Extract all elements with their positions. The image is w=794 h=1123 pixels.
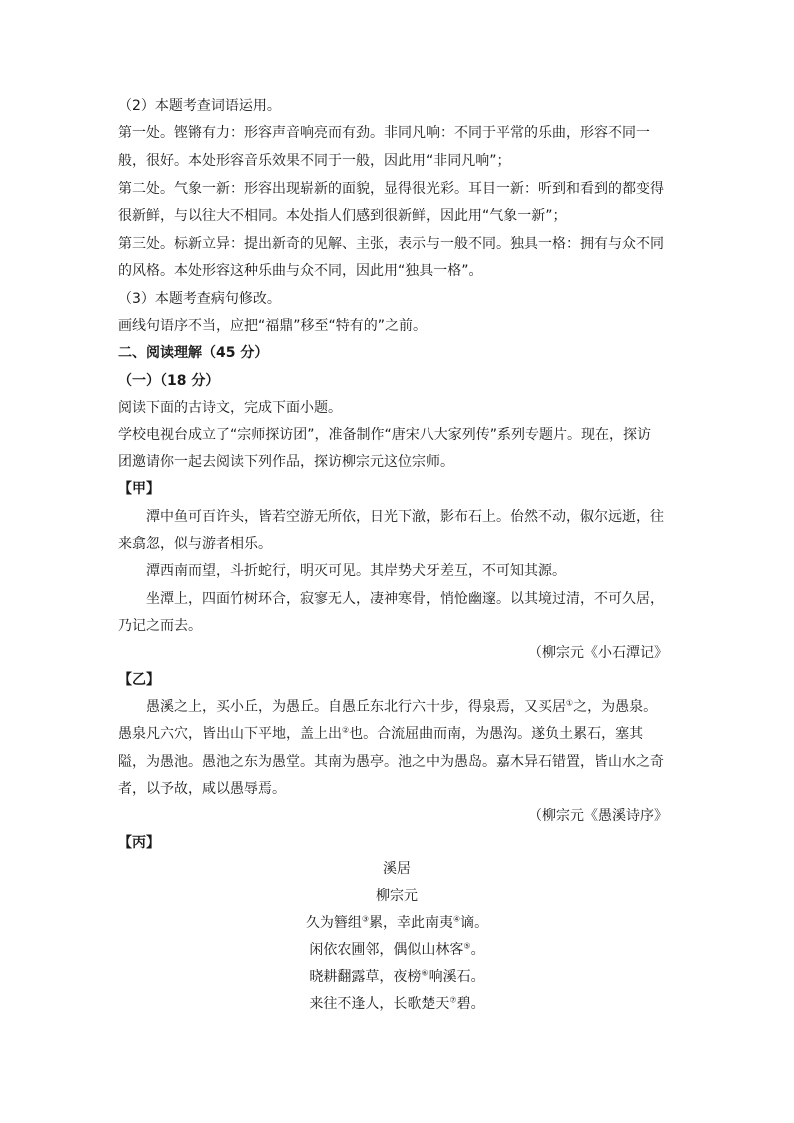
poem-verse4 (0, 994, 794, 1014)
verse3-text-b: 响溪石。 (428, 969, 485, 985)
yi-line1 (146, 697, 657, 717)
footnote-marker: ⑦ (449, 995, 457, 1005)
verse4-text-b: 碧。 (456, 996, 485, 1012)
verse4-text-a: 来往不逢人，长歌楚天 (309, 996, 450, 1012)
yi-line2-text-b: 也。合流屈曲而南，为愚沟。遂负土累石，塞其 (349, 726, 644, 742)
jia-line2: 来翕忽，似与游者相乐。 (118, 536, 272, 552)
verse1-text-b: 累，幸此南夷 (369, 915, 453, 931)
jia-line5: 乃记之而去。 (118, 618, 202, 634)
subsection-title: （一）（18 分） (118, 373, 220, 389)
jia-line3: 潭西南而望，斗折蛇行，明灭可见。其岸势犬牙差互，不可知其源。 (146, 563, 566, 579)
answer-p3-line2: 的风格。本处形容这种乐曲与众不同，因此用“独具一格”。 (118, 263, 483, 279)
yi-line1-text-a: 愚溪之上，买小丘，为愚丘。自愚丘东北行六十步，得泉焉，又买居 (146, 699, 566, 715)
answer-p1-line1: 第一处。铿锵有力：形容声音响亮而有劲。非同凡响：不同于平常的乐曲，形容不同一 (118, 125, 650, 141)
yi-label: 【乙】 (118, 672, 160, 688)
jia-line1: 潭中鱼可百许头，皆若空游无所依，日光下澈，影布石上。佁然不动，俶尔远逝，往 (146, 509, 664, 525)
poem-verse3 (0, 967, 794, 987)
yi-line1-text-b: 之，为愚泉。 (573, 699, 658, 715)
verse1-text-c: 谪。 (460, 915, 489, 931)
footnote-marker: ① (566, 698, 574, 708)
yi-line3: 隘，为愚池。愚池之东为愚堂。其南为愚亭。池之中为愚岛。嘉木异石错置，皆山水之奇 (118, 754, 664, 770)
verse1-text-a: 久为簪组 (305, 915, 362, 931)
poem-author: 柳宗元 (376, 888, 418, 904)
section-title: 二、阅读理解（45 分） (118, 345, 269, 361)
answer-q2-heading: （2）本题考查词语运用。 (118, 98, 281, 114)
verse3-text-a: 晓耕翻露草，夜榜 (309, 969, 422, 985)
instruction: 阅读下面的古诗文，完成下面小题。 (118, 400, 342, 416)
intro-line2: 团邀请你一起去阅读下列作品，探访柳宗元这位宗师。 (118, 454, 454, 470)
footnote-marker: ⑥ (421, 968, 429, 978)
footnote-marker: ⑤ (463, 941, 471, 951)
jia-label: 【甲】 (118, 481, 160, 497)
answer-p2-line1: 第二处。气象一新：形容出现崭新的面貌，显得很光彩。耳目一新：听到和看到的都变得 (118, 181, 664, 197)
answer-p3-line1: 第三处。标新立异：提出新奇的见解、主张，表示与一般不同。独具一格：拥有与众不同 (118, 236, 664, 252)
poem-verse2 (0, 940, 794, 960)
yi-line2 (118, 724, 643, 744)
poem-title: 溪居 (383, 861, 411, 877)
answer-q3-heading: （3）本题考查病句修改。 (118, 291, 281, 307)
footnote-marker: ④ (453, 914, 461, 924)
poem-verse1 (0, 913, 794, 933)
yi-line4: 者，以予故，咸以愚辱焉。 (118, 781, 286, 797)
verse2-text-a: 闲依农圃邻，偶似山林客 (309, 942, 464, 958)
jia-source: （柳宗元《小石潭记》 (528, 645, 668, 661)
verse2-text-b: 。 (470, 942, 485, 958)
yi-line2-text-a: 愚泉凡六穴，皆出山下平地，盖上出 (118, 726, 342, 742)
answer-p1-line2: 般，很好。本处形容音乐效果不同于一般，因此用“非同凡响”； (118, 153, 511, 169)
footnote-marker: ② (342, 725, 350, 735)
answer-p2-line2: 很新鲜，与以往大不相同。本处指人们感到很新鲜，因此用“气象一新”； (118, 208, 567, 224)
jia-line4: 坐潭上，四面竹树环合，寂寥无人，凄神寒骨，悄怆幽邃。以其境过清，不可久居， (146, 591, 664, 607)
answer-q3-body: 画线句语序不当，应把“福鼎”移至“特有的”之前。 (118, 318, 428, 334)
intro-line1: 学校电视台成立了“宗师探访团”，准备制作“唐宋八大家列传”系列专题片。现在，探访 (118, 427, 652, 443)
footnote-marker: ③ (361, 914, 369, 924)
yi-source: （柳宗元《愚溪诗序》 (528, 808, 668, 824)
bing-label: 【丙】 (118, 835, 160, 851)
